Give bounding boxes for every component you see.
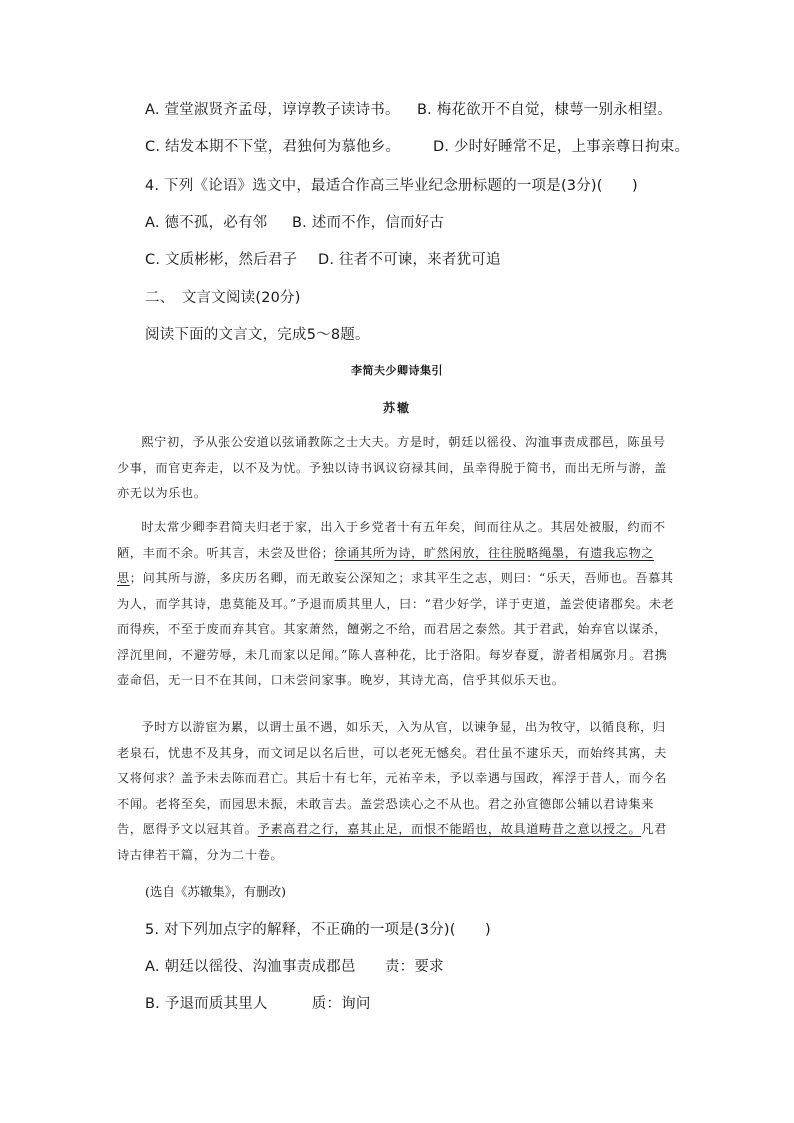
- p3-text-b: 凡君诗古律若干篇，分为二十卷。: [117, 822, 667, 862]
- question-4: 4. 下列《论语》选文中，最适合作高三毕业纪念册标题的一项是(3分)( ): [145, 178, 638, 194]
- q4-option-d: D. 往者不可谏，来者犹可追: [318, 252, 501, 268]
- q4-option-row-cd: [145, 248, 501, 269]
- q5-option-a: A. 朝廷以徭役、沟洫事责成郡邑 责：要求: [145, 959, 444, 975]
- q4-option-c: C. 文质彬彬，然后君子: [145, 252, 298, 268]
- passage-source: (选自《苏辙集》，有删改): [145, 884, 287, 899]
- option-a: A. 萱堂淑贤齐孟母，谆谆教子读诗书。: [145, 102, 400, 118]
- p2-text-a: 时太常少卿李君简夫归老于家，出入于乡党者十有五年矣，间而往从之。其居处被服，约而不陋，丰而不余。听其言，未尝及世俗；: [117, 520, 666, 560]
- section-instruction: 阅读下面的文言文，完成5～8题。: [145, 327, 370, 343]
- option-row-cd: [145, 135, 690, 156]
- p2-underlined-sentence: 徐诵其所为诗，旷然闲放，往往脱略绳墨，有遗我忘物之思: [117, 545, 655, 585]
- passage-author: 苏辙: [382, 401, 411, 415]
- q4-option-b: B. 述而不作，信而好古: [292, 215, 445, 231]
- section-heading: 二、 文言文阅读(20分): [145, 290, 301, 306]
- option-b: B. 梅花欲开不自觉，棣萼一别永相望。: [417, 102, 672, 118]
- q4-option-a: A. 德不孤，必有邻: [145, 215, 268, 231]
- p2-text-b: ；问其所与游，多庆历名卿，而无敢妄公深知之；求其平生之志，则曰：“乐天，吾师也。吾慕其为人，而学其诗，患莫能及耳。”予退而质其里人，曰：“君少好学，详于吏道，盖尝使诸郡矣。未老而得疾，不至于废而弃其官。其家萧然，饘粥之不给，而君居之泰然。其于君武，始弃官以谋杀，浮沉里间，不避劳辱，未几而家以足闻。”陈人喜种花，比于洛阳。每岁春夏，游者相属弥月。君携壶命侣，无一日不在其间，口未尝问家事。晚岁，其诗尤高，信乎其似乐天也。: [117, 571, 675, 687]
- passage-paragraph-1: 熙宁初，予从张公安道以弦诵教陈之士大夫。方是时，朝廷以徭役、沟洫事责成郡邑，陈虽号少事，而官吏奔走，以不及为忧。予独以诗书讽议窃禄其间，虽幸得脱于简书，而出无所与游，盖亦无以为乐也。: [117, 435, 667, 500]
- p3-underlined-sentence: 予素高君之行，嘉其止足，而恨不能蹈也，故具道畴昔之意以授之。: [257, 822, 642, 836]
- option-c: C. 结发本期不下堂，君独何为慕他乡。: [145, 139, 401, 155]
- passage-title: 李简夫少卿诗集引: [351, 364, 443, 377]
- q4-option-row-ab: [145, 211, 445, 232]
- q5-option-b: B. 予退而质其里人 质：询问: [145, 996, 371, 1012]
- question-5: 5. 对下列加点字的解释，不正确的一项是(3分)( ): [145, 922, 491, 938]
- option-d: D. 少时好睡常不足，上事亲尊日拘束。: [433, 139, 690, 155]
- passage-paragraph-2: [117, 515, 677, 694]
- passage-paragraph-3: [117, 715, 677, 868]
- p3-text-a: 予时方以游宦为累，以谓士虽不遇，如乐天，入为从官，以谏争显，出为牧守，以循良称，归老泉石，忧患不及其身，而文词足以名后世，可以老死无憾矣。君仕虽不逮乐天，而始终其寓，夫又将何求？盖予未去陈而君亡。其后十有七年，元祐辛未，予以幸遇与国政，裈浮于昔人，而今名不闻。老将至矣，而园思未振，未敢言去。盖尝恐读心之不从也。君之孙宣德郎公辅以君诗集来告，愿得予文以冠其首。: [117, 720, 667, 836]
- option-row-ab: [145, 98, 672, 119]
